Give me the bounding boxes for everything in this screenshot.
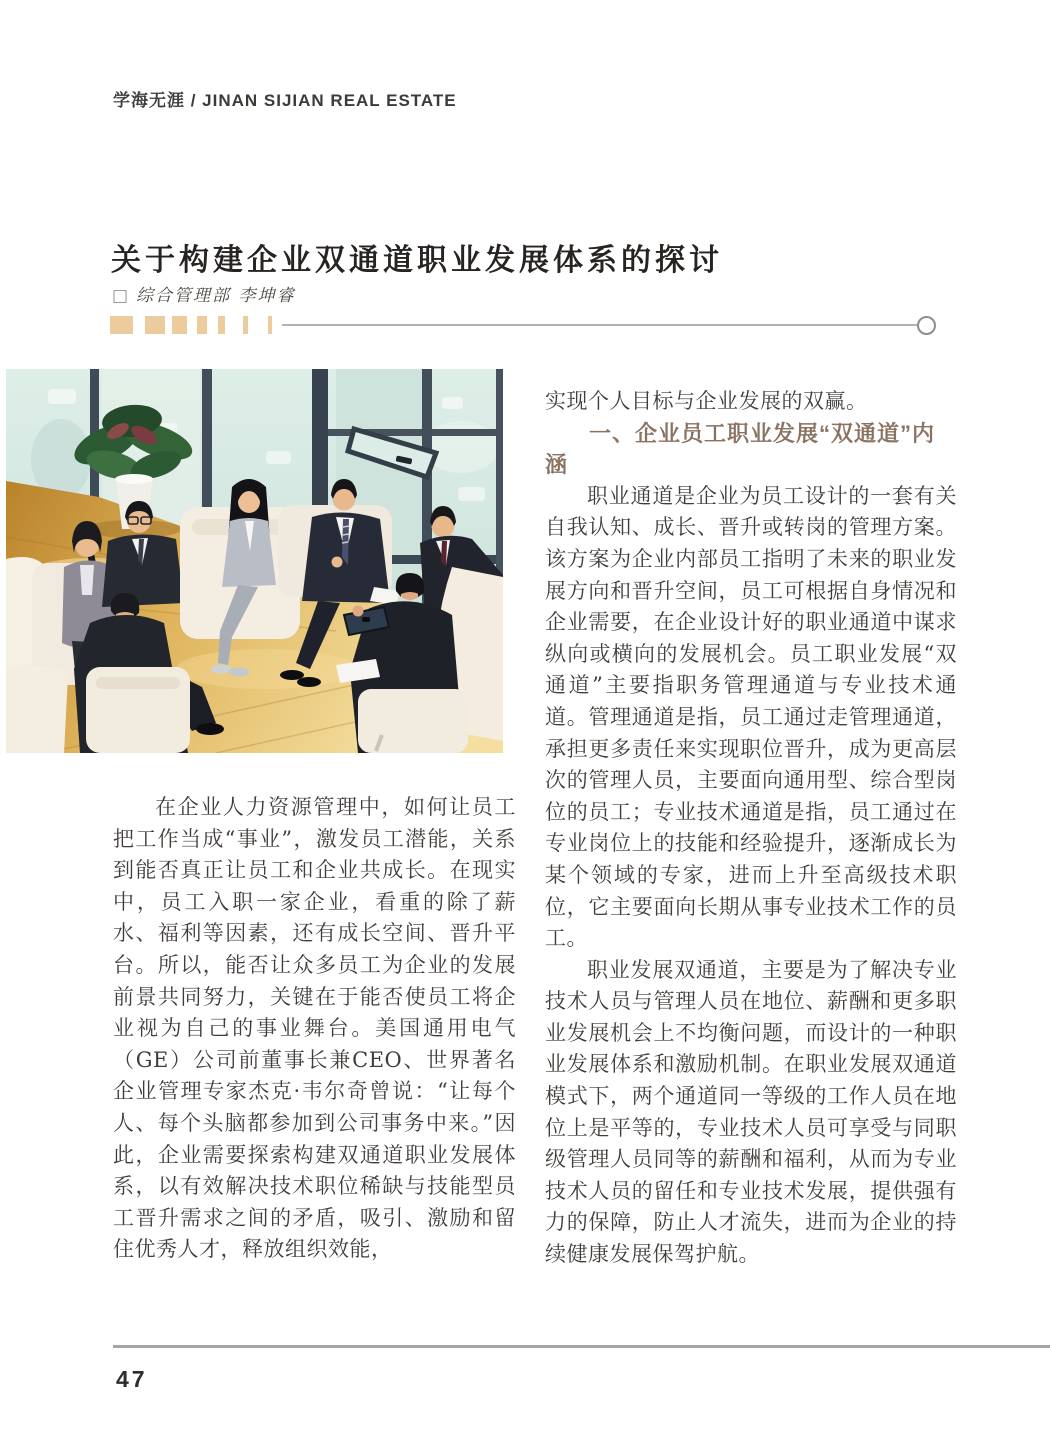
- byline: [112, 281, 295, 306]
- body-paragraph: 职业通道是企业为员工设计的一套有关自我认知、成长、晋升或转岗的管理方案。该方案为企业内部员工指明了未来的职业发展方向和晋升空间，员工可根据自身情况和企业需要，在企业设计好的职业通道中谋求纵向或横向的发展机会。员工职业发展“双通道”主要指职务管理通道与专业技术通道。管理通道是指，员工通过走管理通道，承担更多责任来实现职位晋升，成为更高层次的管理人员，主要面向通用型、综合型岗位的员工；专业技术通道是指，员工通过在专业岗位上的技能和经验提升，逐渐成长为某个领域的专家，进而上升至高级技术职位，它主要面向长期从事专业技术工作的员工。: [545, 483, 957, 951]
- right-text-column: [545, 386, 957, 1271]
- decor-circle-icon: [917, 316, 936, 335]
- byline-author: 综合管理部 李坤睿: [136, 286, 296, 306]
- magazine-header: 学海无涯 / JINAN SIJIAN REAL ESTATE: [113, 91, 457, 110]
- footer-rule: [113, 1345, 1050, 1348]
- byline-square-icon: □: [112, 286, 131, 306]
- page-number: 47: [116, 1366, 148, 1392]
- body-paragraph: 在企业人力资源管理中，如何让员工把工作当成“事业”，激发员工潜能，关系到能否真正让员工和企业共成长。在现实中，员工入职一家企业，看重的除了薪水、福利等因素，还有成长空间、晋升平台。所以，能否让众多员工为企业的发展前景共同努力，关键在于能否使员工将企业视为自己的事业舞台。美国通用电气（GE）公司前董事长兼CEO、世界著名企业管理专家杰克·韦尔奇曾说：“让每个人、每个头脑都参加到公司事务中来。”因此，企业需要探索构建双通道职业发展体系，以有效解决技术职位稀缺与技能型员工晋升需求之间的矛盾，吸引、激励和留住优秀人才，释放组织效能，: [113, 795, 516, 1262]
- decor-square: [218, 316, 225, 334]
- decor-square: [243, 316, 248, 334]
- decorative-bar: [110, 316, 950, 334]
- decor-square: [110, 316, 133, 334]
- decor-square: [268, 316, 272, 334]
- decor-square: [172, 316, 187, 334]
- continuation-line: 实现个人目标与企业发展的双赢。: [545, 389, 868, 413]
- decor-square: [145, 316, 165, 334]
- meeting-photo: [6, 369, 503, 753]
- decor-square: [197, 316, 207, 334]
- article-title: 关于构建企业双通道职业发展体系的探讨: [111, 244, 723, 277]
- decor-rule: [282, 324, 918, 326]
- body-paragraph: 职业发展双通道，主要是为了解决专业技术人员与管理人员在地位、薪酬和更多职业发展机会上不均衡问题，而设计的一种职业发展体系和激励机制。在职业发展双通道模式下，两个通道同一等级的工作人员在地位上是平等的，专业技术人员可享受与同职级管理人员同等的薪酬和福利，从而为专业技术人员的留任和专业技术发展，提供强有力的保障，防止人才流失，进而为企业的持续健康发展保驾护航。: [545, 957, 957, 1267]
- left-text-column: [113, 792, 516, 1266]
- meeting-photo-illustration: [6, 369, 503, 753]
- section-heading: 一、企业员工职业发展“双通道”内涵: [545, 420, 936, 478]
